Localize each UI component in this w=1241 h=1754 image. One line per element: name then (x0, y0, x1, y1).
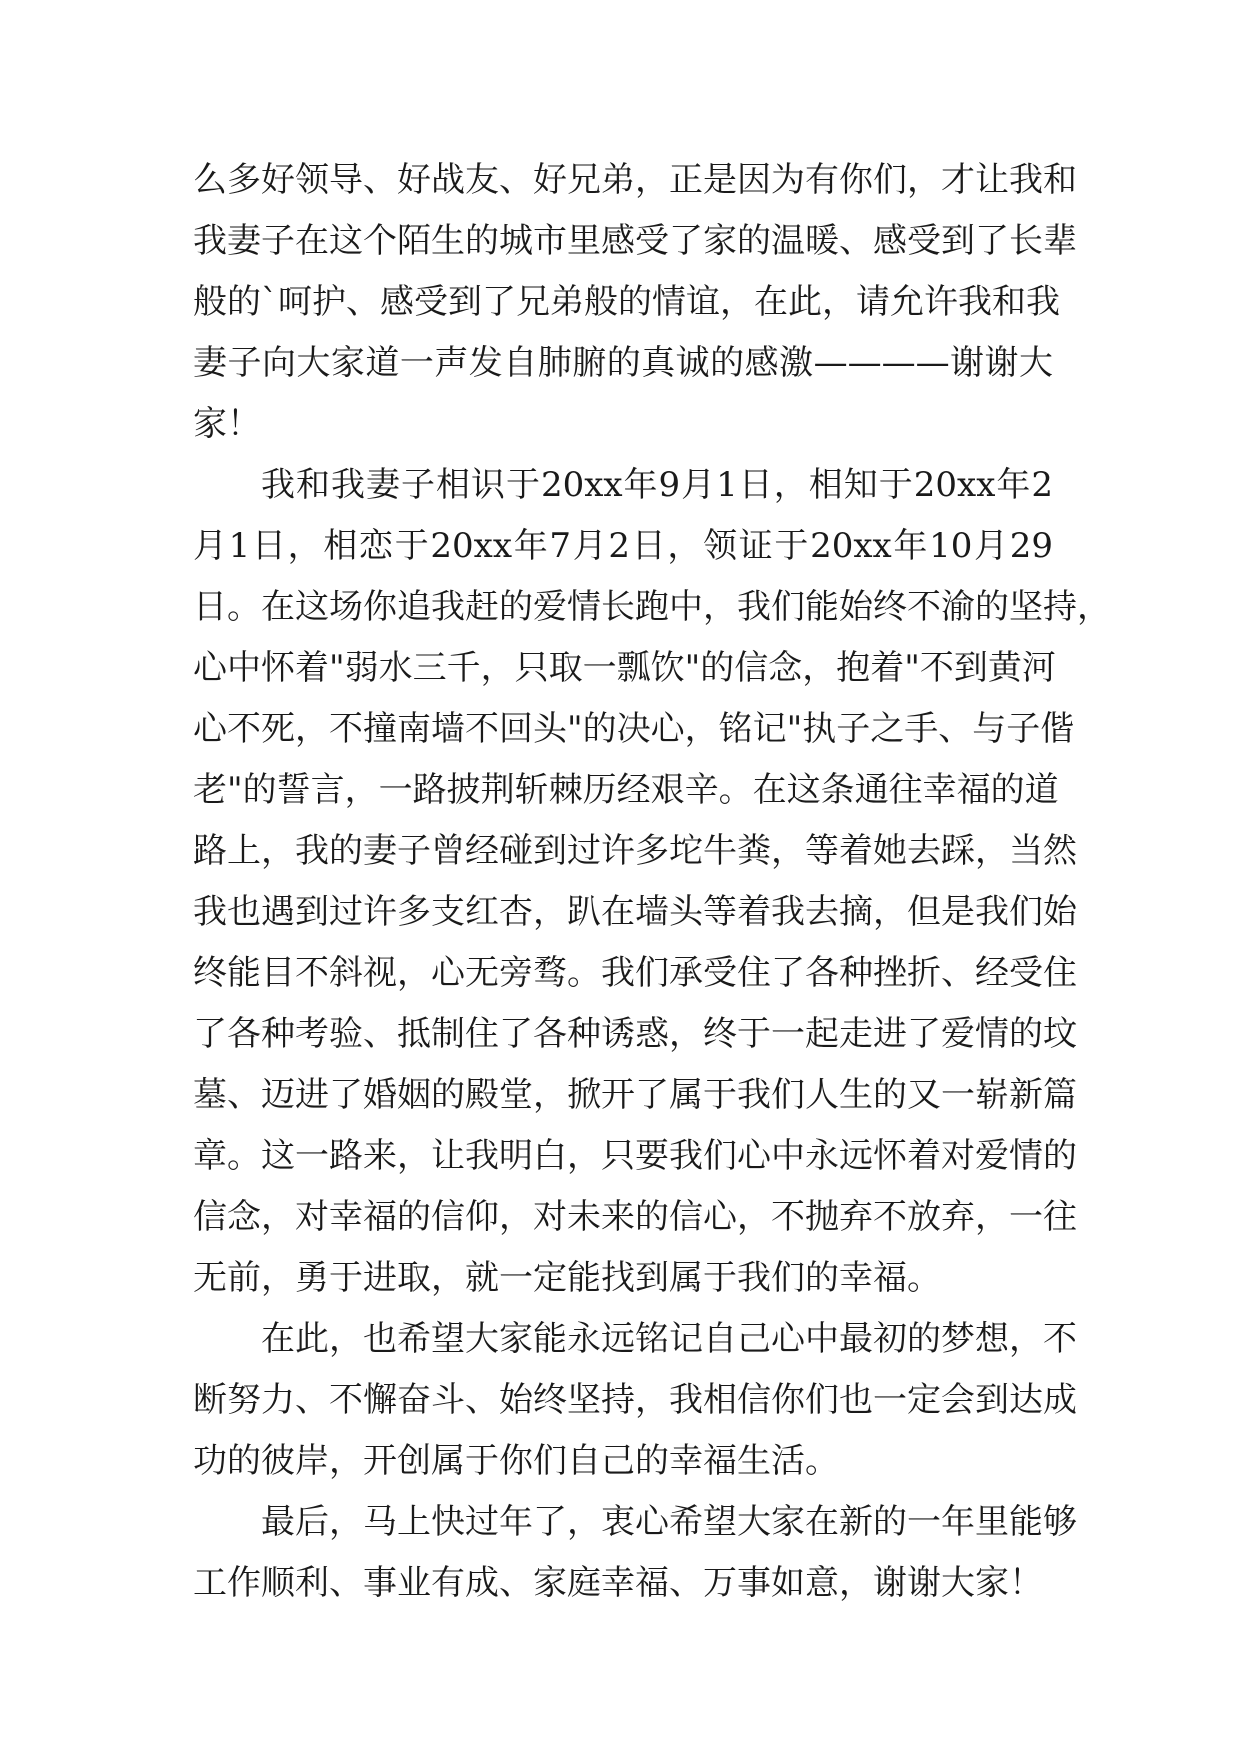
paragraph-start-line: 在此，也希望大家能永远铭记自己心中最初的梦想，不 (261, 1319, 1077, 1359)
text-line: 我也遇到过许多支红杏，趴在墙头等着我去摘，但是我们始 (193, 892, 1077, 932)
text-line: 妻子向大家道一声发自肺腑的真诚的感激————谢谢大 (193, 343, 1053, 383)
text-line: 日。在这场你追我赶的爱情长跑中，我们能始终不渝的坚持， (193, 587, 1111, 627)
text-line: 信念，对幸福的信仰，对未来的信心，不抛弃不放弃，一往 (193, 1197, 1077, 1237)
text-line: 断努力、不懈奋斗、始终坚持，我相信你们也一定会到达成 (193, 1380, 1077, 1420)
text-line: 章。这一路来，让我明白，只要我们心中永远怀着对爱情的 (193, 1136, 1077, 1176)
text-line: 终能目不斜视，心无旁骛。我们承受住了各种挫折、经受住 (193, 953, 1077, 993)
paragraph-start-line: 我和我妻子相识于20xx年9月1日，相知于20xx年2 (261, 465, 1053, 505)
text-line: 么多好领导、好战友、好兄弟，正是因为有你们，才让我和 (193, 160, 1077, 200)
text-line: 月1日，相恋于20xx年7月2日，领证于20xx年10月29 (193, 526, 1053, 566)
paragraph-start-line: 最后，马上快过年了，衷心希望大家在新的一年里能够 (261, 1502, 1077, 1542)
text-line: 家！ (193, 404, 261, 444)
text-line: 无前，勇于进取，就一定能找到属于我们的幸福。 (193, 1258, 941, 1298)
text-line: 我妻子在这个陌生的城市里感受了家的温暖、感受到了长辈 (193, 221, 1077, 261)
text-line: 路上，我的妻子曾经碰到过许多坨牛粪，等着她去踩，当然 (193, 831, 1077, 871)
text-line: 了各种考验、抵制住了各种诱惑，终于一起走进了爱情的坟 (193, 1014, 1077, 1054)
text-line: 墓、迈进了婚姻的殿堂，掀开了属于我们人生的又一崭新篇 (193, 1075, 1077, 1115)
text-line: 般的`呵护、感受到了兄弟般的情谊，在此，请允许我和我 (193, 282, 1060, 322)
text-line: 功的彼岸，开创属于你们自己的幸福生活。 (193, 1441, 839, 1481)
text-line: 心中怀着"弱水三千，只取一瓢饮"的信念，抱着"不到黄河 (193, 648, 1056, 688)
text-line: 老"的誓言，一路披荆斩棘历经艰辛。在这条通往幸福的道 (193, 770, 1059, 810)
document-body (193, 150, 1111, 1614)
text-line: 工作顺利、事业有成、家庭幸福、万事如意，谢谢大家！ (193, 1563, 1043, 1603)
text-line: 心不死，不撞南墙不回头"的决心，铭记"执子之手、与子偕 (193, 709, 1075, 749)
